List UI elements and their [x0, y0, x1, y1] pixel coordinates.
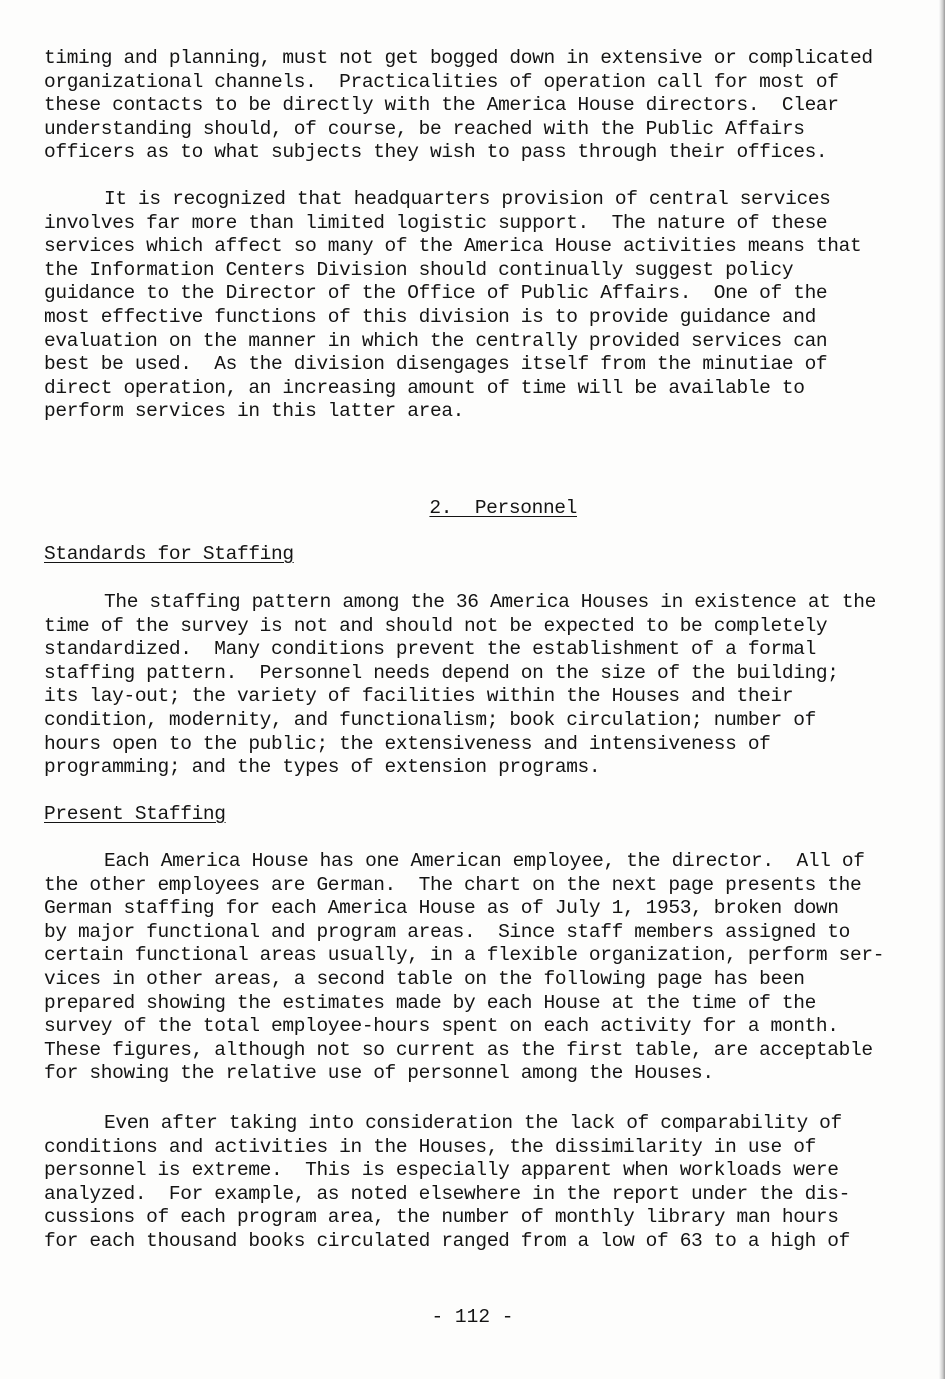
text-line: for showing the relative use of personnel among the Houses. [44, 1062, 714, 1085]
text-line: its lay-out; the variety of facilities within the Houses and their [44, 685, 794, 708]
text-line: Each America House has one American employee, the director. All of [104, 850, 865, 872]
scan-edge-shadow [939, 0, 945, 1379]
section-heading-personnel [0, 473, 945, 544]
paragraph-continuation [44, 47, 919, 165]
text-line: survey of the total employee-hours spent on each activity for a month. [44, 1015, 839, 1038]
text-line: hours open to the public; the extensiveness and intensiveness of [44, 732, 771, 755]
text-line: programming; and the types of extension programs. [44, 756, 601, 779]
text-line: understanding should, of course, be reached with the Public Affairs [44, 117, 805, 140]
text-line: certain functional areas usually, in a flexible organization, perform ser- [44, 944, 885, 967]
text-line: the Information Centers Division should continually suggest policy [44, 258, 794, 281]
text-line: German staffing for each America House as of July 1, 1953, broken down [44, 897, 839, 920]
text-line: timing and planning, must not get bogged down in extensive or complicated [44, 47, 873, 69]
text-line: guidance to the Director of the Office of Public Affairs. One of the [44, 282, 828, 305]
text-line: perform services in this latter area. [44, 400, 465, 423]
text-line: most effective functions of this division is to provide guidance and [44, 305, 816, 328]
text-line: staffing pattern. Personnel needs depend on the size of the building; [44, 661, 839, 684]
section-heading-text: 2. Personnel [429, 496, 577, 519]
paragraph-staffing-pattern [44, 591, 919, 780]
text-line: It is recognized that headquarters provision of central services [104, 188, 831, 210]
paragraph-dissimilarity [44, 1112, 919, 1254]
page-number: - 112 - [431, 1306, 514, 1328]
text-line: conditions and activities in the Houses, the dissimilarity in use of [44, 1135, 816, 1158]
text-line: organizational channels. Practicalities of operation call for most of [44, 70, 839, 93]
text-line: services which affect so many of the America House activities means that [44, 235, 862, 258]
text-line: evaluation on the manner in which the centrally provided services can [44, 329, 828, 352]
text-line: personnel is extreme. This is especially apparent when workloads were [44, 1159, 839, 1182]
text-line: cussions of each program area, the number of monthly library man hours [44, 1206, 839, 1229]
text-line: condition, modernity, and functionalism; book circulation; number of [44, 708, 816, 731]
text-line: analyzed. For example, as noted elsewhere in the report under the dis- [44, 1182, 850, 1205]
text-line: officers as to what subjects they wish to pass through their offices. [44, 141, 828, 164]
subheading-present-staffing: Present Staffing [44, 803, 226, 825]
text-line: by major functional and program areas. Since staff members assigned to [44, 920, 850, 943]
subheading-standards-for-staffing: Standards for Staffing [44, 543, 294, 565]
text-line: time of the survey is not and should not be expected to be completely [44, 614, 828, 637]
text-line: these contacts to be directly with the America House directors. Clear [44, 94, 839, 117]
paragraph-present-staffing [44, 850, 919, 1086]
text-line: standardized. Many conditions prevent the establishment of a formal [44, 638, 816, 661]
text-line: The staffing pattern among the 36 America Houses in existence at the [104, 591, 876, 613]
text-line: These figures, although not so current as the first table, are acceptable [44, 1038, 873, 1061]
text-line: direct operation, an increasing amount of time will be available to [44, 376, 805, 399]
paragraph-central-services [44, 188, 919, 424]
text-line: Even after taking into consideration the lack of comparability of [104, 1112, 842, 1134]
text-line: for each thousand books circulated ranged from a low of 63 to a high of [44, 1229, 850, 1252]
text-line: best be used. As the division disengages itself from the minutiae of [44, 353, 828, 376]
text-line: the other employees are German. The chart on the next page presents the [44, 873, 862, 896]
text-line: vices in other areas, a second table on the following page has been [44, 967, 805, 990]
text-line: prepared showing the estimates made by each House at the time of the [44, 991, 816, 1014]
text-line: involves far more than limited logistic support. The nature of these [44, 211, 828, 234]
